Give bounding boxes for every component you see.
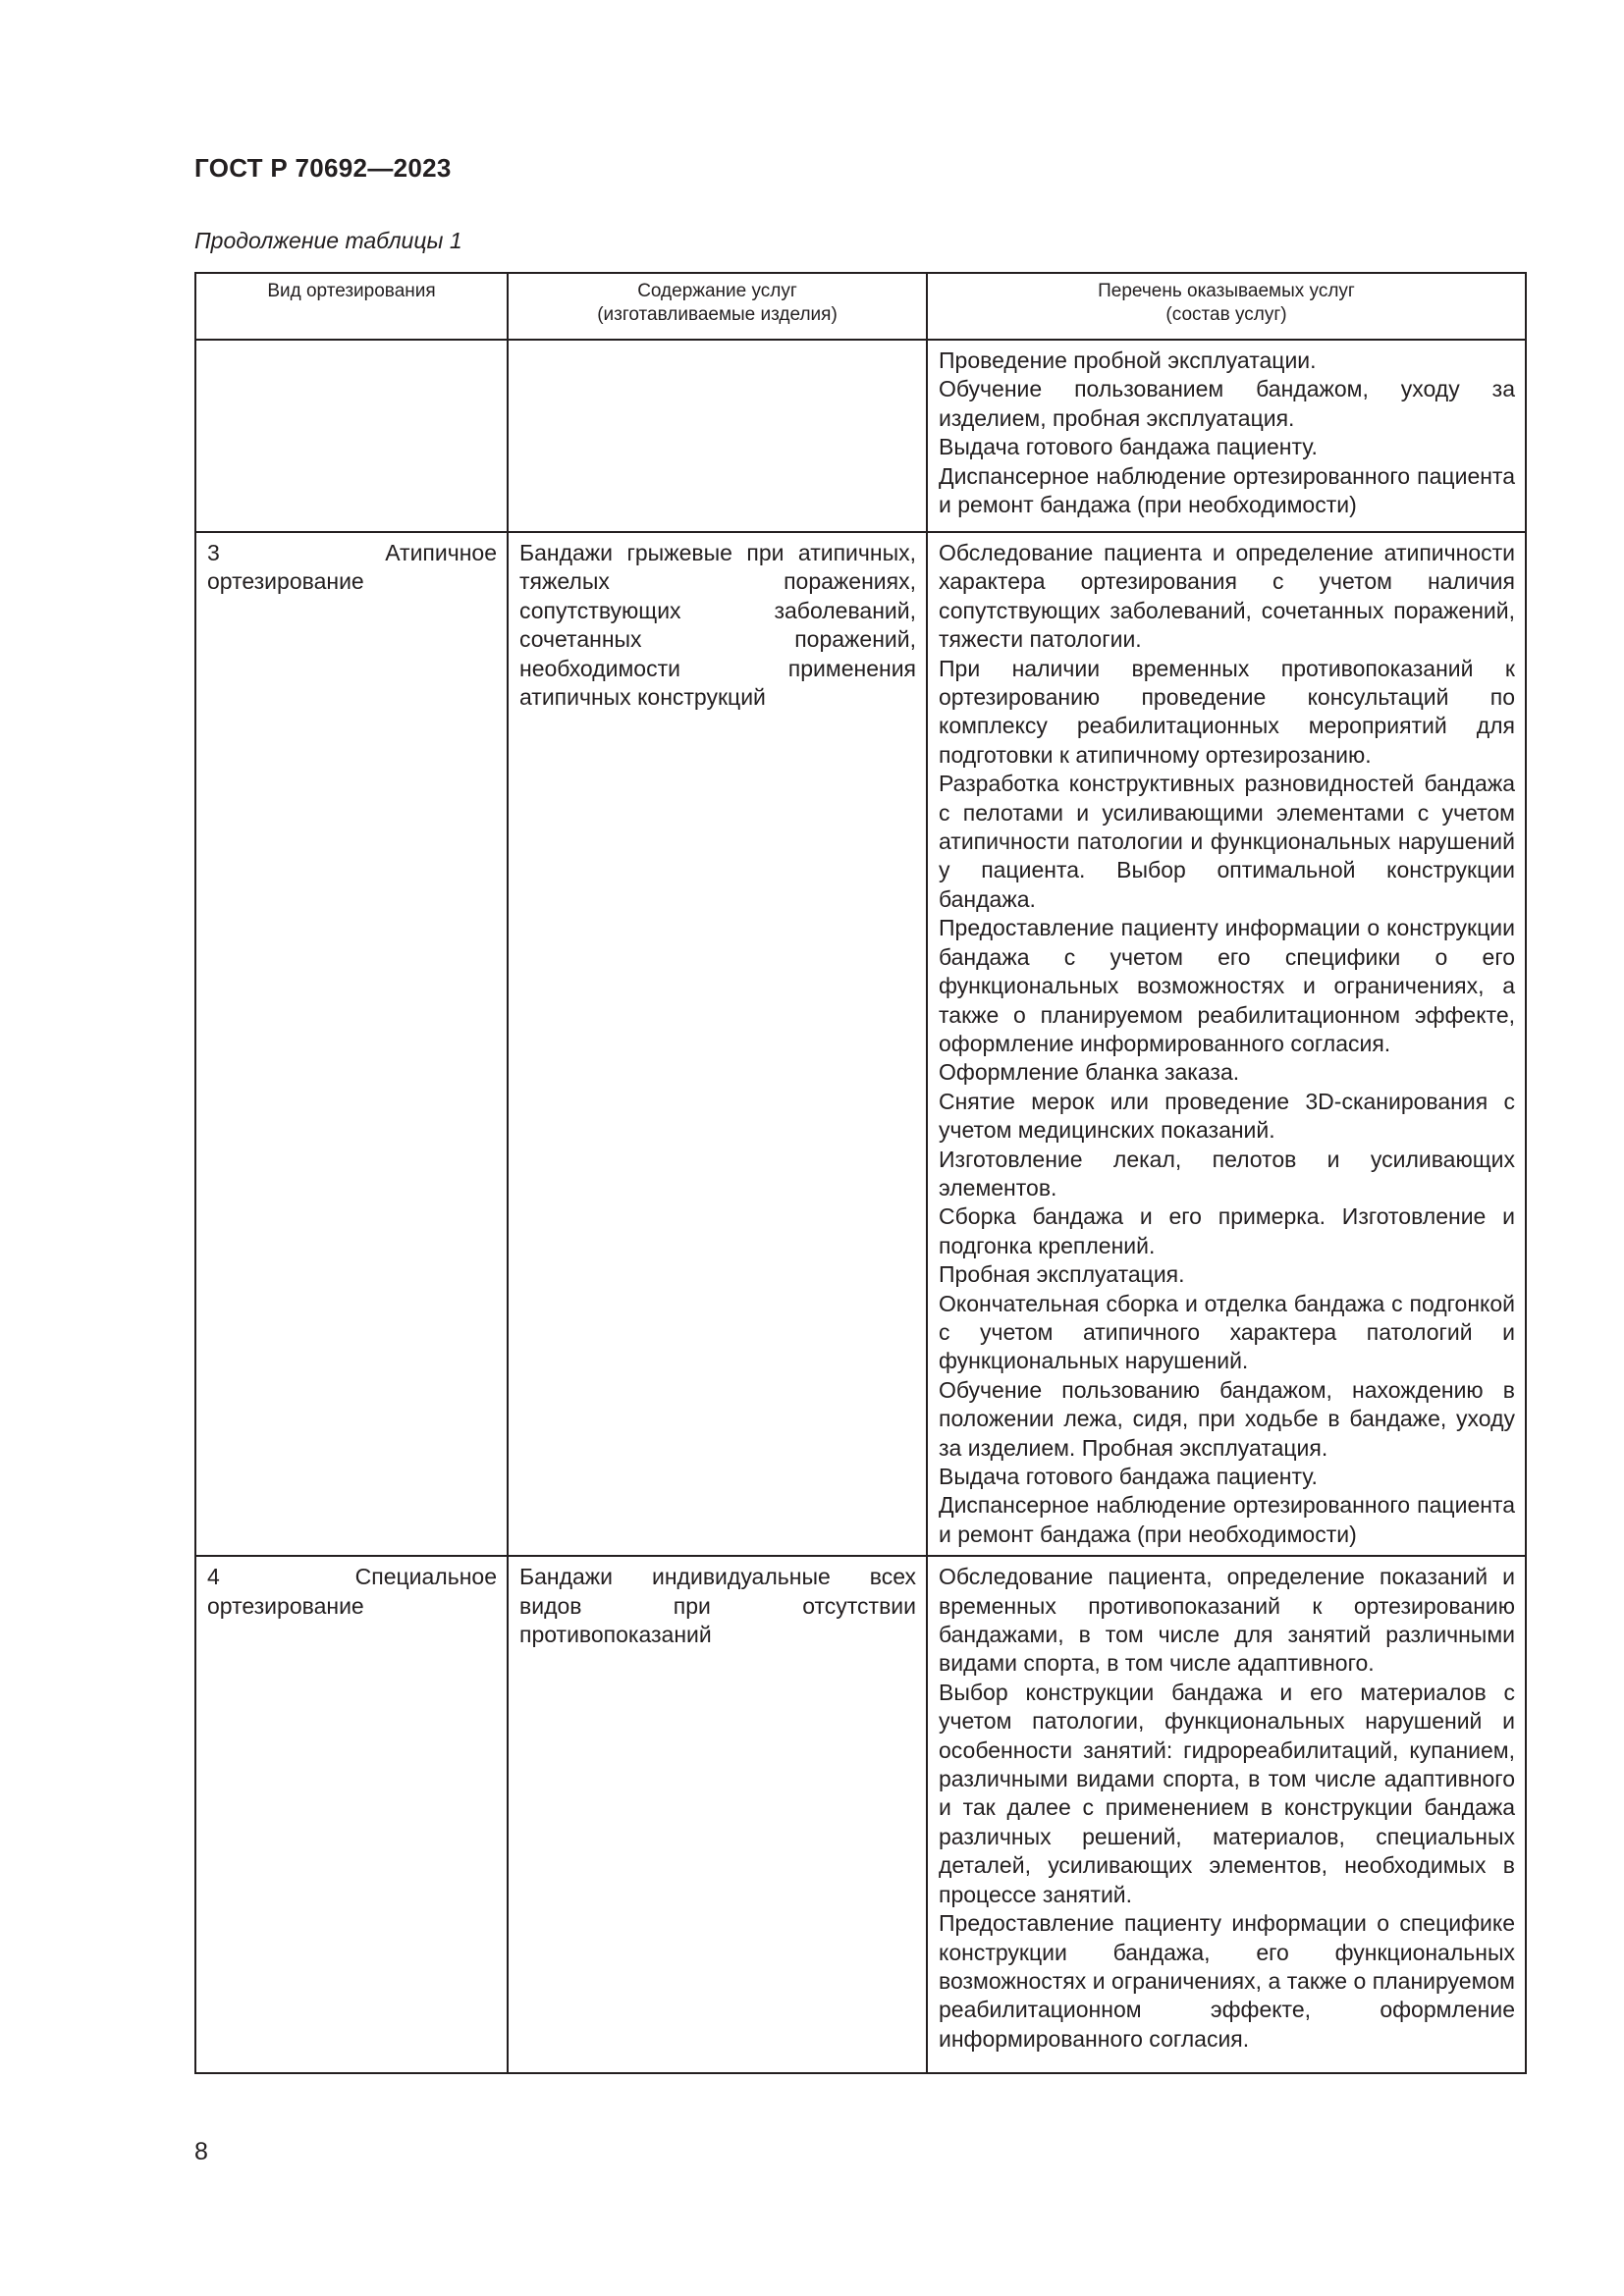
service-item: Обследование пациента, определение показаний и временных противопоказаний к ортезированию бандажами, в том числе для занятий различными видами спорта, в том числе адаптивного. (939, 1564, 1515, 1677)
service-item: Обучение пользованию бандажом, нахождению в положении лежа, сидя, при ходьбе в бандаже, уходу за изделием. Пробная эксплуатация. (939, 1376, 1515, 1461)
service-item: Диспансерное наблюдение ортезированного пациента и ремонт бандажа (при необходимости) (939, 1492, 1515, 1547)
service-item: Оформление бланка заказа. (939, 1059, 1240, 1086)
cell-service-content (508, 340, 927, 532)
page-number: 8 (194, 2138, 208, 2165)
header-service-content (508, 273, 927, 340)
cell-service-list (927, 532, 1526, 1556)
table-header-row (195, 273, 1526, 340)
service-item: Диспансерное наблюдение ортезированного пациента и ремонт бандажа (при необходимости) (939, 462, 1515, 518)
service-item: Выдача готового бандажа пациенту. (939, 1464, 1318, 1489)
table-row (195, 1556, 1526, 2073)
service-item: При наличии временных противопоказаний к ортезированию проведение консультаций по комплексу реабилитационных мероприятий для подготовки к атипичному ортезирозанию. (939, 655, 1515, 768)
service-item: Предоставление пациенту информации о специфике конструкции бандажа, его функциональных возможностях и ограничениях, а также о планируемом реабилитационном эффекте, оформление информированного согласия. (939, 1910, 1515, 2052)
service-item: Предоставление пациенту информации о конструкции бандажа с учетом его специфики о его функциональных возможностях и ограничениях, а также о планируемом реабилитационном эффекте, оформление информированного согласия. (939, 915, 1515, 1056)
service-item: Выдача готового бандажа пациенту. (939, 434, 1318, 460)
header-service-list-line1: Перечень оказываемых услуг (1098, 281, 1355, 301)
cell-service-list (927, 340, 1526, 532)
service-item: Разработка конструктивных разновидностей бандажа с пелотами и усиливающими элементами с учетом атипичности патологии и функциональных нарушений у пациента. Выбор оптимальной конструкции бандажа. (939, 771, 1515, 912)
table-caption: Продолжение таблицы 1 (194, 228, 462, 253)
cell-orthosis-type: 4 Специальное ортезирование (195, 1556, 508, 2073)
service-item: Обследование пациента и определение атипичности характера ортезирования с учетом наличия сопутствующих заболеваний, сочетанных поражений, тяжести патологии. (939, 540, 1515, 653)
cell-orthosis-type: 3 Атипичное ортезирование (195, 532, 508, 1556)
cell-orthosis-type (195, 340, 508, 532)
service-item: Сборка бандажа и его примерка. Изготовление и подгонка креплений. (939, 1203, 1515, 1258)
service-item: Снятие мерок или проведение 3D-сканирования с учетом медицинских показаний. (939, 1088, 1515, 1144)
services-table (194, 272, 1527, 2074)
service-item: Проведение пробной эксплуатации. (939, 347, 1317, 373)
service-item: Выбор конструкции бандажа и его материалов с учетом патологии, функциональных нарушений и особенности занятий: гидрореабилитаций, купанием, различными видами спорта, в том числе адаптивного и так далее с применением в конструкции бандажа различных решений, материалов, специальных деталей, усиливающих элементов, необходимых в процессе занятий. (939, 1679, 1515, 1907)
service-item: Обучение пользованием бандажом, уходу за изделием, пробная эксплуатация. (939, 376, 1515, 431)
table-row (195, 340, 1526, 532)
header-orthosis-type (195, 273, 508, 340)
document-code: ГОСТ Р 70692—2023 (194, 153, 452, 183)
service-item: Пробная эксплуатация. (939, 1261, 1185, 1288)
cell-service-list (927, 1556, 1526, 2073)
header-service-list (927, 273, 1526, 340)
service-item: Окончательная сборка и отделка бандажа с подгонкой с учетом атипичного характера патологий и функциональных нарушений. (939, 1290, 1515, 1374)
header-service-content-line1: Содержание услуг (637, 281, 797, 301)
header-service-content-line2: (изготавливаемые изделия) (597, 304, 838, 325)
cell-service-content: Бандажи грыжевые при атипичных, тяжелых поражениях, сопутствующих заболеваний, сочетанных поражений, необходимости применения атипичных конструкций (508, 532, 927, 1556)
cell-service-content: Бандажи индивидуальные всех видов при отсутствии противопоказаний (508, 1556, 927, 2073)
table-row (195, 532, 1526, 1556)
service-item: Изготовление лекал, пелотов и усиливающих элементов. (939, 1146, 1515, 1201)
header-service-list-line2: (состав услуг) (1165, 304, 1287, 325)
header-orthosis-type-label: Вид ортезирования (267, 281, 436, 301)
